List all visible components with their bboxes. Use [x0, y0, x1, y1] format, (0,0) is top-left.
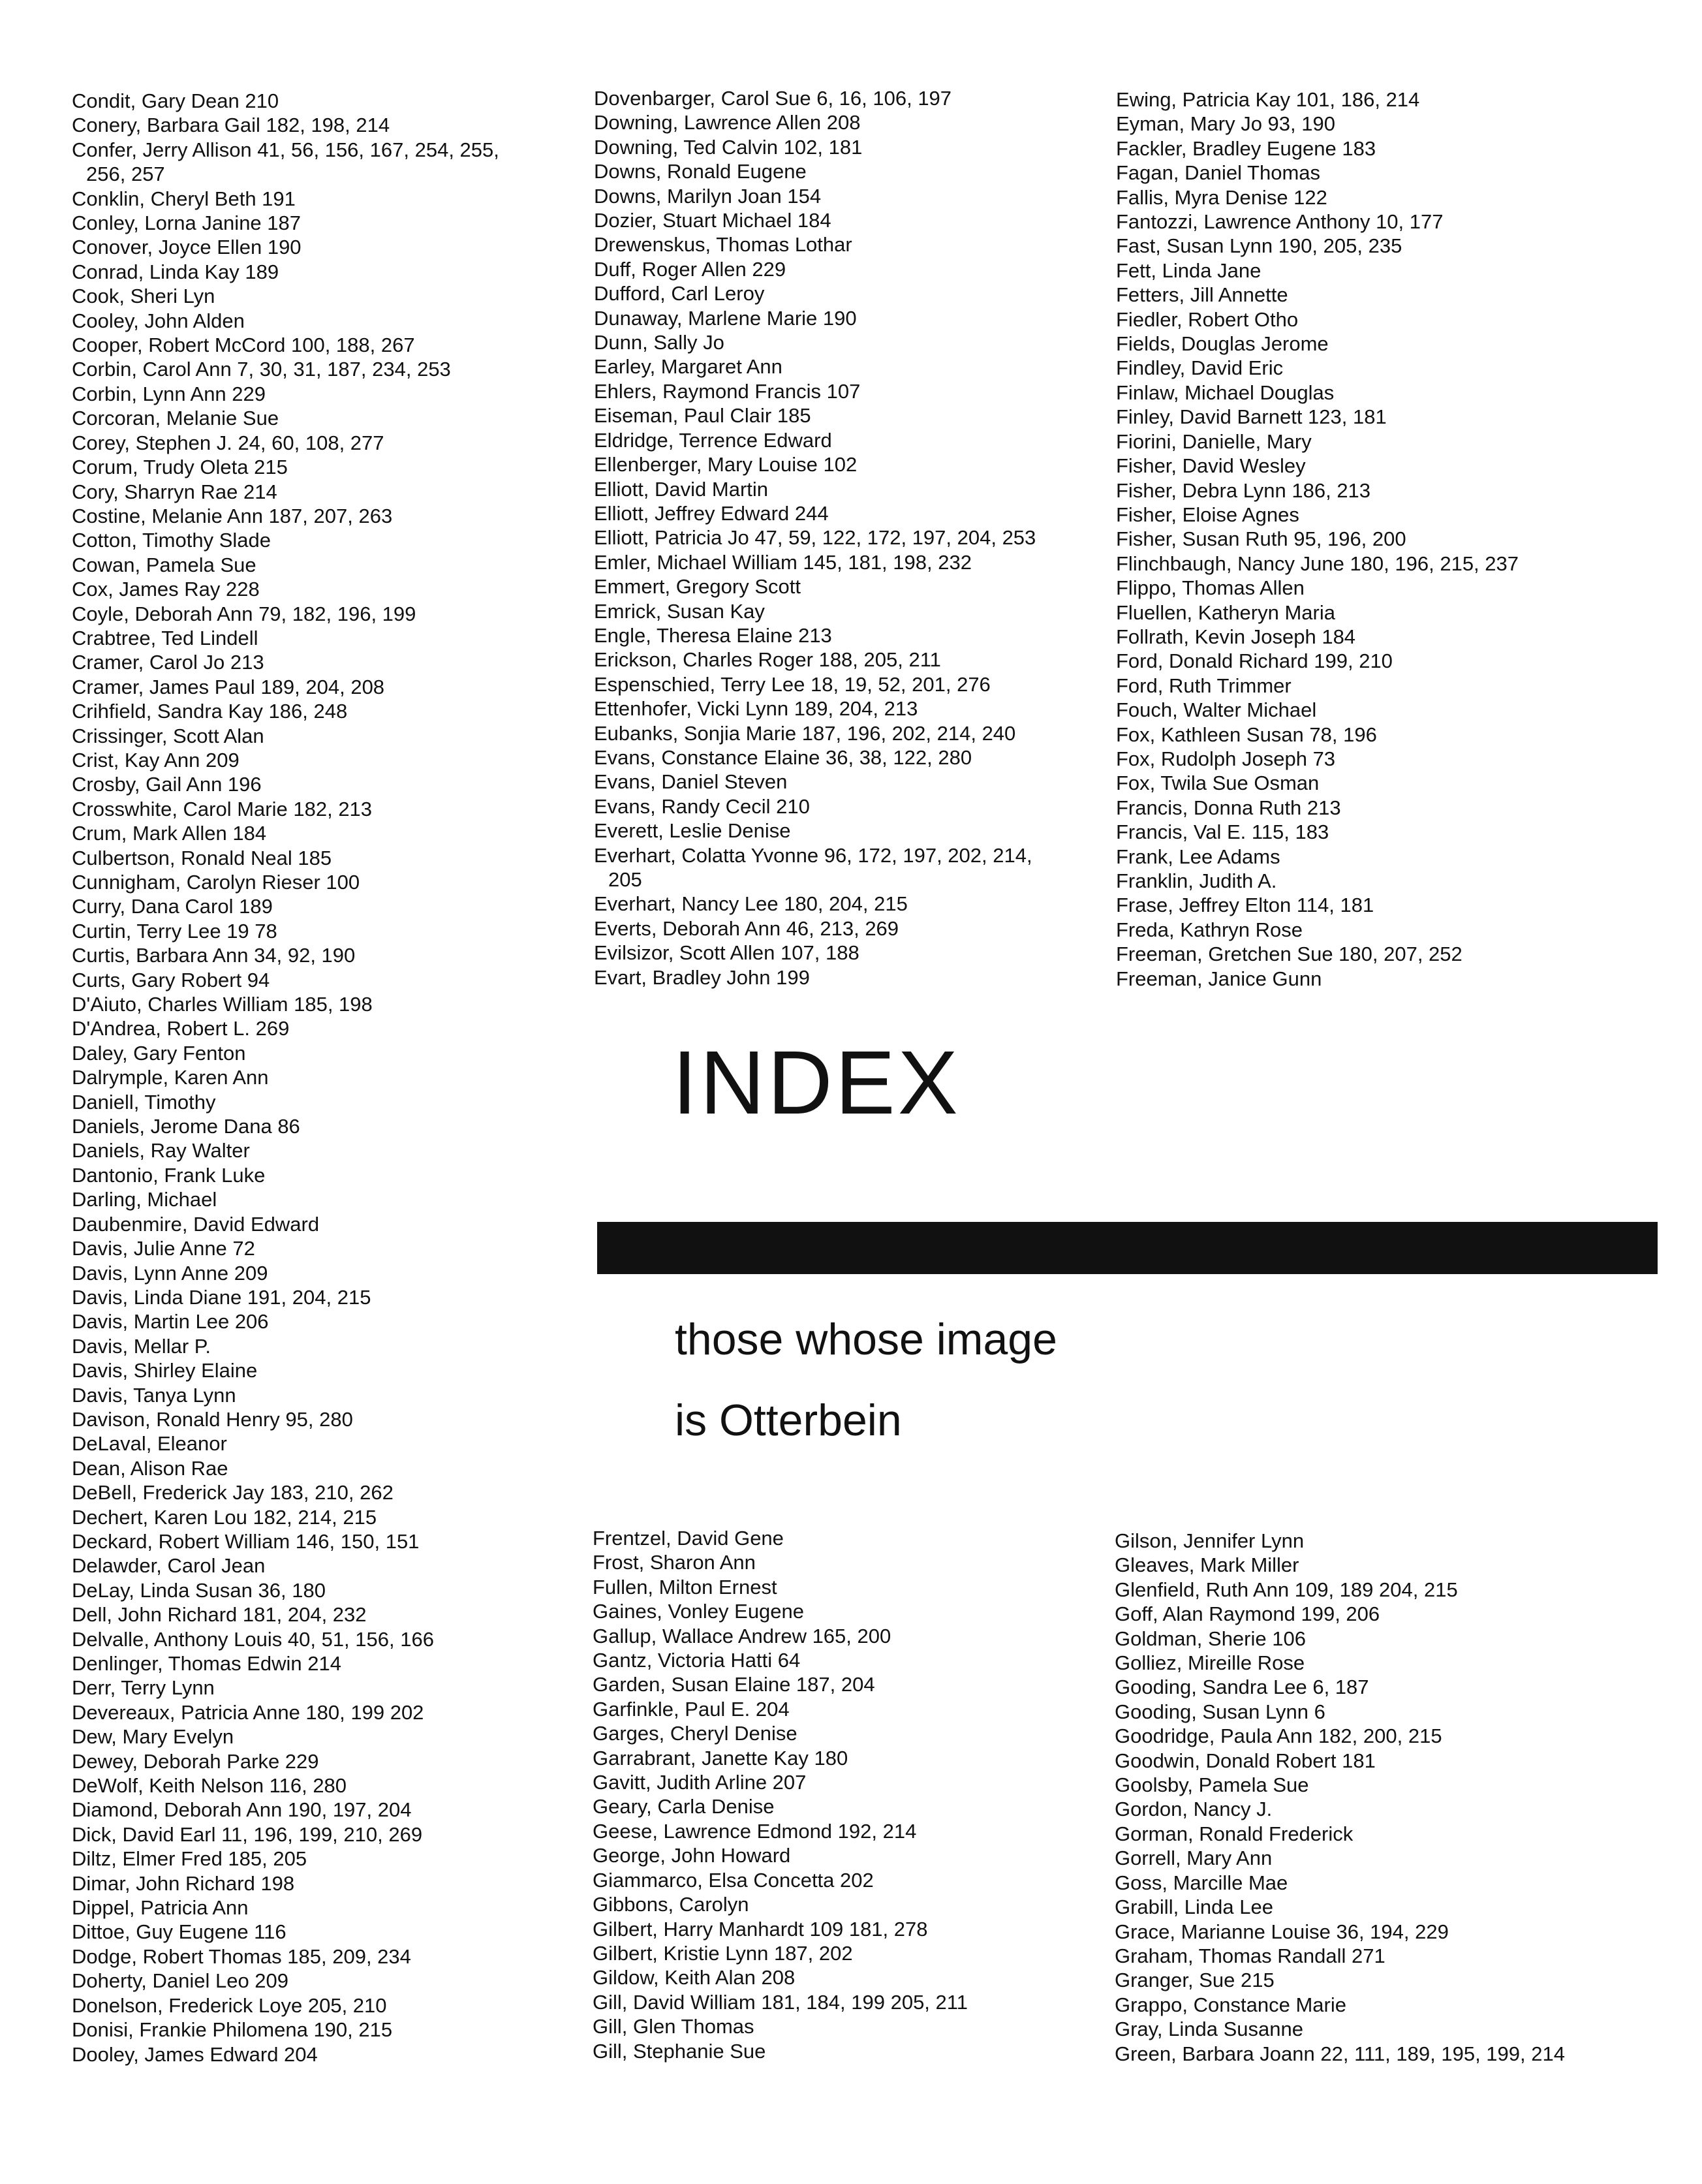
index-entry: Conley, Lorna Janine 187	[72, 211, 302, 235]
index-entry: Crosswhite, Carol Marie 182, 213	[72, 797, 373, 820]
index-entry: Gorman, Ronald Frederick	[1115, 1822, 1354, 1845]
index-entry: Geary, Carla Denise	[593, 1795, 775, 1818]
index-entry: Francis, Val E. 115, 183	[1116, 820, 1329, 844]
index-entry: Gantz, Victoria Hatti 64	[593, 1649, 801, 1672]
index-entry: Ehlers, Raymond Francis 107	[594, 379, 861, 403]
index-entry: Fallis, Myra Denise 122	[1116, 185, 1327, 209]
index-entry: Downing, Ted Calvin 102, 181	[594, 135, 863, 159]
index-entry: Crissinger, Scott Alan	[72, 724, 264, 747]
index-entry: Conery, Barbara Gail 182, 198, 214	[72, 114, 390, 137]
index-entry: Evans, Constance Elaine 36, 38, 122, 280	[594, 745, 972, 769]
index-entry: Fullen, Milton Ernest	[593, 1575, 777, 1599]
index-entry: Dodge, Robert Thomas 185, 209, 234	[72, 1944, 411, 1968]
index-entry: Francis, Donna Ruth 213	[1116, 796, 1341, 819]
index-entry: Curry, Dana Carol 189	[72, 895, 273, 918]
index-entry: Dewey, Deborah Parke 229	[72, 1749, 319, 1773]
index-entry: Everts, Deborah Ann 46, 213, 269	[594, 916, 899, 940]
index-entry: Curtin, Terry Lee 19 78	[72, 919, 277, 943]
index-entry: Delawder, Carol Jean	[72, 1554, 266, 1578]
index-entry: Conover, Joyce Ellen 190	[72, 236, 302, 259]
index-entry: Cooper, Robert McCord 100, 188, 267	[72, 334, 415, 357]
subtitle-line-2: is Otterbein	[675, 1396, 902, 1445]
index-entry: Gilson, Jennifer Lynn	[1115, 1529, 1305, 1552]
index-entry: Elliott, Patricia Jo 47, 59, 122, 172, 197, 204, 253	[594, 526, 1036, 550]
index-entry: Fisher, David Wesley	[1116, 454, 1306, 478]
index-entry: George, John Howard	[593, 1844, 791, 1867]
index-entry: Daniels, Jerome Dana 86	[72, 1115, 300, 1138]
index-entry: Corum, Trudy Oleta 215	[72, 456, 288, 479]
index-entry: Cox, James Ray 228	[72, 578, 260, 601]
index-entry: Davis, Lynn Anne 209	[72, 1261, 268, 1285]
index-entry: Garges, Cheryl Denise	[593, 1722, 797, 1745]
index-entry: Crihfield, Sandra Kay 186, 248	[72, 700, 348, 723]
index-entry: Granger, Sue 215	[1115, 1969, 1275, 1992]
index-entry: Fackler, Bradley Eugene 183	[1116, 136, 1376, 160]
title-divider-bar	[597, 1222, 1658, 1274]
index-entry: Crabtree, Ted Lindell	[72, 626, 258, 649]
index-entry: Downing, Lawrence Allen 208	[594, 111, 861, 134]
index-entry: Dooley, James Edward 204	[72, 2042, 318, 2066]
index-entry: Frentzel, David Gene	[593, 1527, 784, 1550]
index-entry: D'Andrea, Robert L. 269	[72, 1017, 290, 1040]
index-entry: Gavitt, Judith Arline 207	[593, 1771, 807, 1794]
index-entry: Gill, Stephanie Sue	[593, 2039, 766, 2063]
index-entry: Duff, Roger Allen 229	[594, 257, 786, 281]
index-entry: Davis, Shirley Elaine	[72, 1359, 258, 1382]
index-entry: Darling, Michael	[72, 1188, 217, 1211]
index-entry: Goldman, Sherie 106	[1115, 1627, 1306, 1650]
index-entry: Fiorini, Danielle, Mary	[1116, 429, 1312, 453]
index-entry: Freeman, Gretchen Sue 180, 207, 252	[1116, 943, 1462, 966]
index-entry: Davis, Tanya Lynn	[72, 1383, 236, 1407]
index-entry: Fast, Susan Lynn 190, 205, 235	[1116, 234, 1402, 258]
index-entry: Frank, Lee Adams	[1116, 845, 1280, 868]
index-entry: Downs, Ronald Eugene	[594, 160, 807, 183]
index-entry: Garrabrant, Janette Kay 180	[593, 1746, 848, 1770]
index-entry: Daubenmire, David Edward	[72, 1212, 320, 1236]
index-entry: DeLaval, Eleanor	[72, 1432, 227, 1456]
index-entry: Davison, Ronald Henry 95, 280	[72, 1407, 353, 1431]
index-entry: Dean, Alison Rae	[72, 1456, 228, 1480]
index-entry: Follrath, Kevin Joseph 184	[1116, 625, 1356, 648]
index-entry: Finley, David Barnett 123, 181	[1116, 405, 1387, 429]
index-entry: Eyman, Mary Jo 93, 190	[1116, 112, 1335, 136]
index-entry: Ford, Donald Richard 199, 210	[1116, 649, 1393, 673]
index-entry: Donelson, Frederick Loye 205, 210	[72, 1993, 387, 2017]
index-entry: Cook, Sheri Lyn	[72, 285, 215, 308]
index-entry: Diltz, Elmer Fred 185, 205	[72, 1847, 307, 1871]
index-entry: Elliott, David Martin	[594, 477, 769, 501]
index-entry: Fields, Douglas Jerome	[1116, 332, 1329, 356]
index-column-4	[593, 1526, 1102, 2063]
index-entry: Everhart, Colatta Yvonne 96, 172, 197, 202, 214, 205	[594, 843, 1032, 891]
index-entry: Conklin, Cheryl Beth 191	[72, 187, 296, 210]
index-entry: Corbin, Lynn Ann 229	[72, 382, 266, 405]
index-entry: Eldridge, Terrence Edward	[594, 428, 832, 452]
index-entry: Corey, Stephen J. 24, 60, 108, 277	[72, 431, 384, 454]
index-entry: Derr, Terry Lynn	[72, 1676, 215, 1700]
index-entry: Garden, Susan Elaine 187, 204	[593, 1673, 875, 1696]
index-entry: Freeman, Janice Gunn	[1116, 967, 1322, 990]
index-entry: Goodwin, Donald Robert 181	[1115, 1749, 1376, 1772]
index-entry: Eubanks, Sonjia Marie 187, 196, 202, 214, 240	[594, 721, 1016, 745]
index-entry: Corcoran, Melanie Sue	[72, 407, 279, 430]
index-entry: Grabill, Linda Lee	[1115, 1895, 1273, 1919]
index-entry: Ewing, Patricia Kay 101, 186, 214	[1116, 88, 1420, 111]
index-entry: Elliott, Jeffrey Edward 244	[594, 501, 829, 525]
index-entry: D'Aiuto, Charles William 185, 198	[72, 993, 373, 1016]
index-entry: Dufford, Carl Leroy	[594, 282, 765, 305]
index-entry: Crum, Mark Allen 184	[72, 822, 267, 845]
index-entry: Donisi, Frankie Philomena 190, 215	[72, 2018, 393, 2042]
index-entry: Engle, Theresa Elaine 213	[594, 623, 832, 647]
index-entry: Cramer, James Paul 189, 204, 208	[72, 675, 385, 698]
index-entry: Evart, Bradley John 199	[594, 965, 810, 989]
index-entry: DeBell, Frederick Jay 183, 210, 262	[72, 1481, 394, 1505]
index-entry: Dechert, Karen Lou 182, 214, 215	[72, 1505, 377, 1529]
index-entry: Goff, Alan Raymond 199, 206	[1115, 1602, 1380, 1626]
index-entry: DeLay, Linda Susan 36, 180	[72, 1578, 326, 1602]
index-entry: Gill, David William 181, 184, 199 205, 211	[593, 1990, 968, 2014]
index-entry: Confer, Jerry Allison 41, 56, 156, 167, 254, 255, 256, 257	[72, 138, 499, 186]
index-entry: Dantonio, Frank Luke	[72, 1163, 266, 1187]
index-entry: Evans, Daniel Steven	[594, 770, 788, 794]
index-entry: Cory, Sharryn Rae 214	[72, 480, 277, 503]
index-entry: DeWolf, Keith Nelson 116, 280	[72, 1774, 347, 1798]
index-entry: Erickson, Charles Roger 188, 205, 211	[594, 648, 941, 672]
index-entry: Frost, Sharon Ann	[593, 1551, 756, 1574]
index-entry: Diamond, Deborah Ann 190, 197, 204	[72, 1798, 412, 1822]
index-entry: Ford, Ruth Trimmer	[1116, 674, 1292, 697]
index-entry: Goss, Marcille Mae	[1115, 1871, 1288, 1894]
index-entry: Gaines, Vonley Eugene	[593, 1600, 805, 1623]
index-entry: Davis, Mellar P.	[72, 1334, 211, 1358]
index-entry: Cotton, Timothy Slade	[72, 529, 271, 552]
index-column-2	[594, 86, 1064, 990]
index-entry: Fetters, Jill Annette	[1116, 283, 1288, 307]
index-entry: Fantozzi, Lawrence Anthony 10, 177	[1116, 210, 1444, 234]
index-entry: Green, Barbara Joann 22, 111, 189, 195, 199, 214	[1115, 2042, 1565, 2065]
index-entry: Dick, David Earl 11, 196, 199, 210, 269	[72, 1822, 423, 1846]
index-entry: Cooley, John Alden	[72, 309, 245, 332]
index-column-1	[72, 89, 542, 2067]
index-entry: Gooding, Susan Lynn 6	[1115, 1700, 1325, 1723]
subtitle-line-1: those whose image	[675, 1315, 1057, 1364]
index-entry: Gallup, Wallace Andrew 165, 200	[593, 1624, 891, 1647]
index-entry: Condit, Gary Dean 210	[72, 89, 279, 112]
index-entry: Findley, David Eric	[1116, 356, 1284, 380]
index-entry: Grace, Marianne Louise 36, 194, 229	[1115, 1920, 1449, 1943]
index-entry: Daniell, Timothy	[72, 1090, 216, 1114]
page-title: INDEX	[672, 1033, 961, 1133]
index-entry: Gibbons, Carolyn	[593, 1893, 749, 1916]
index-entry: Flippo, Thomas Allen	[1116, 576, 1305, 600]
index-entry: Crosby, Gail Ann 196	[72, 773, 262, 796]
index-entry: Dozier, Stuart Michael 184	[594, 209, 831, 232]
index-entry: Everett, Leslie Denise	[594, 819, 791, 843]
index-entry: Fisher, Eloise Agnes	[1116, 503, 1299, 526]
index-entry: Gill, Glen Thomas	[593, 2015, 754, 2038]
index-entry: Evans, Randy Cecil 210	[594, 794, 810, 818]
index-entry: Earley, Margaret Ann	[594, 355, 782, 379]
index-entry: Finlaw, Michael Douglas	[1116, 381, 1335, 404]
index-entry: Gilbert, Kristie Lynn 187, 202	[593, 1941, 853, 1965]
index-entry: Emmert, Gregory Scott	[594, 575, 801, 599]
index-entry: Fisher, Susan Ruth 95, 196, 200	[1116, 527, 1406, 551]
index-entry: Garfinkle, Paul E. 204	[593, 1697, 790, 1721]
index-entry: Crist, Kay Ann 209	[72, 748, 240, 772]
index-entry: Evilsizor, Scott Allen 107, 188	[594, 941, 859, 965]
index-entry: Emrick, Susan Kay	[594, 599, 765, 623]
index-entry: Goolsby, Pamela Sue	[1115, 1773, 1309, 1797]
index-entry: Dew, Mary Evelyn	[72, 1725, 234, 1749]
index-entry: Dunaway, Marlene Marie 190	[594, 306, 857, 330]
index-entry: Davis, Martin Lee 206	[72, 1310, 269, 1334]
index-entry: Ettenhofer, Vicki Lynn 189, 204, 213	[594, 697, 918, 721]
index-entry: Fiedler, Robert Otho	[1116, 307, 1299, 331]
index-entry: Curts, Gary Robert 94	[72, 968, 270, 991]
index-entry: Eiseman, Paul Clair 185	[594, 404, 811, 428]
index-entry: Davis, Julie Anne 72	[72, 1237, 255, 1260]
index-entry: Gray, Linda Susanne	[1115, 2018, 1303, 2041]
index-entry: Costine, Melanie Ann 187, 207, 263	[72, 504, 393, 527]
page-subtitle	[675, 1299, 1057, 1461]
index-entry: Gilbert, Harry Manhardt 109 181, 278	[593, 1917, 928, 1941]
index-entry: Dovenbarger, Carol Sue 6, 16, 106, 197	[594, 87, 952, 110]
index-entry: Espenschied, Terry Lee 18, 19, 52, 201, 276	[594, 672, 991, 696]
index-entry: Frase, Jeffrey Elton 114, 181	[1116, 894, 1374, 917]
index-entry: Dittoe, Guy Eugene 116	[72, 1920, 286, 1944]
index-column-5	[1115, 1529, 1624, 2066]
index-entry: Delvalle, Anthony Louis 40, 51, 156, 166	[72, 1627, 434, 1651]
index-entry: Conrad, Linda Kay 189	[72, 260, 279, 283]
index-entry: Fox, Twila Sue Osman	[1116, 772, 1320, 795]
index-entry: Dimar, John Richard 198	[72, 1871, 295, 1895]
index-entry: Devereaux, Patricia Anne 180, 199 202	[72, 1700, 424, 1724]
index-entry: Fisher, Debra Lynn 186, 213	[1116, 478, 1371, 502]
index-entry: Dippel, Patricia Ann	[72, 1896, 249, 1920]
index-entry: Gooding, Sandra Lee 6, 187	[1115, 1676, 1369, 1699]
index-entry: Glenfield, Ruth Ann 109, 189 204, 215	[1115, 1578, 1458, 1601]
index-entry: Gorrell, Mary Ann	[1115, 1847, 1273, 1870]
index-entry: Everhart, Nancy Lee 180, 204, 215	[594, 892, 908, 916]
index-entry: Franklin, Judith A.	[1116, 869, 1277, 892]
index-entry: Davis, Linda Diane 191, 204, 215	[72, 1285, 371, 1309]
index-entry: Cramer, Carol Jo 213	[72, 651, 264, 674]
index-entry: Golliez, Mireille Rose	[1115, 1651, 1305, 1675]
index-entry: Coyle, Deborah Ann 79, 182, 196, 199	[72, 602, 416, 625]
index-entry: Fox, Kathleen Susan 78, 196	[1116, 723, 1377, 746]
index-entry: Graham, Thomas Randall 271	[1115, 1944, 1385, 1967]
index-entry: Gildow, Keith Alan 208	[593, 1966, 796, 1989]
index-column-3	[1116, 87, 1625, 991]
index-entry: Fluellen, Katheryn Maria	[1116, 601, 1335, 624]
index-entry: Fett, Linda Jane	[1116, 258, 1261, 282]
index-entry: Ellenberger, Mary Louise 102	[594, 453, 858, 476]
index-entry: Gordon, Nancy J.	[1115, 1798, 1273, 1821]
index-entry: Fagan, Daniel Thomas	[1116, 161, 1321, 185]
index-entry: Giammarco, Elsa Concetta 202	[593, 1868, 874, 1892]
index-entry: Curtis, Barbara Ann 34, 92, 190	[72, 944, 356, 967]
index-entry: Dunn, Sally Jo	[594, 331, 724, 354]
index-entry: Cunnigham, Carolyn Rieser 100	[72, 871, 360, 894]
index-entry: Dell, John Richard 181, 204, 232	[72, 1603, 367, 1627]
index-entry: Dalrymple, Karen Ann	[72, 1066, 269, 1089]
index-entry: Deckard, Robert William 146, 150, 151	[72, 1529, 420, 1553]
index-entry: Flinchbaugh, Nancy June 180, 196, 215, 237	[1116, 552, 1519, 575]
index-entry: Denlinger, Thomas Edwin 214	[72, 1652, 342, 1675]
index-entry: Daley, Gary Fenton	[72, 1041, 246, 1065]
index-entry: Emler, Michael William 145, 181, 198, 232	[594, 550, 972, 574]
index-entry: Freda, Kathryn Rose	[1116, 918, 1303, 941]
index-entry: Cowan, Pamela Sue	[72, 553, 256, 576]
index-entry: Geese, Lawrence Edmond 192, 214	[593, 1819, 917, 1843]
index-entry: Grappo, Constance Marie	[1115, 1993, 1346, 2016]
index-entry: Fouch, Walter Michael	[1116, 698, 1317, 722]
index-entry: Corbin, Carol Ann 7, 30, 31, 187, 234, 253	[72, 358, 451, 381]
index-entry: Fox, Rudolph Joseph 73	[1116, 747, 1336, 770]
index-entry: Drewenskus, Thomas Lothar	[594, 233, 852, 257]
index-entry: Downs, Marilyn Joan 154	[594, 184, 822, 208]
index-entry: Gleaves, Mark Miller	[1115, 1553, 1299, 1577]
index-entry: Culbertson, Ronald Neal 185	[72, 846, 332, 869]
index-entry: Goodridge, Paula Ann 182, 200, 215	[1115, 1724, 1442, 1748]
index-entry: Daniels, Ray Walter	[72, 1139, 250, 1162]
index-entry: Doherty, Daniel Leo 209	[72, 1969, 289, 1993]
